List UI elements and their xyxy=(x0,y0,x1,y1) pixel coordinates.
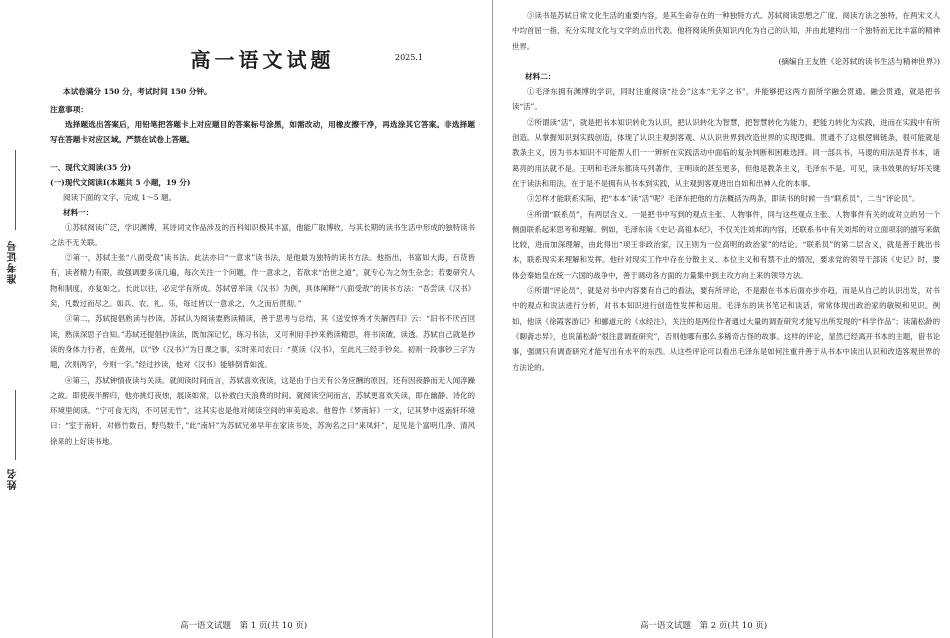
notice-text: 选择题选出答案后，用铅笔把答题卡上对应题目的答案标号涂黑，如需改动，用橡皮擦干净，再选涂其它答案。非选择题写在答题卡对应区域。严禁在试卷上答题。 xyxy=(50,120,475,145)
material-2-paragraph-2: ②所谓读“活”，就是把书本知识转化为认识，把认识转化为智慧，把智慧转化为能力，把能力转化为实践，进而在实践中有所创造。从掌握知识到实践创造，体现了认识主观到客观、从认识世界到改造世界的实现逻辑。贯通不了这根逻辑链条，很可能就是教条主义，因为书本知识不可能帮人们一一辨析在实践活动中面临的复杂判断和困难选择。同一部兵书，马谡的用法是背书本，诸葛亮的用法就不是。王明和毛泽东都读马列著作，王明读的甚至更多，但他是教条主义，毛泽东不是。可见，读书效果的好坏关键在于读法和用法，在于是不是拥有从书本到实践，从主观到客观进出自如和出神入化的本事。 xyxy=(512,117,940,188)
exam-date: 2025.1 xyxy=(395,53,423,62)
material-1-source: (摘编自王友胜《论苏轼的读书生活与精神世界》) xyxy=(778,56,940,66)
section-1-heading: 一、现代文阅读(35 分) xyxy=(50,162,132,172)
page-divider xyxy=(492,0,493,638)
material-2-paragraph-3: ③怎样才能联系实际，把“本本”读“活”呢？毛泽东把他的方法概括为两条，即读书的时候一当“联系员”，二当“评论员”。 xyxy=(527,194,920,204)
page-1 xyxy=(50,8,475,449)
section-1-subheading: (一)现代文阅读Ⅰ(本题共 5 小题，19 分) xyxy=(50,177,191,187)
material-2-label: 材料二： xyxy=(525,72,556,82)
candidate-id-label: 准考证号 xyxy=(8,240,19,284)
exam-title-row xyxy=(50,44,475,70)
binding-margin xyxy=(0,0,34,638)
material-1-label: 材料一： xyxy=(63,207,94,217)
exam-intro: 本试卷满分 150 分，考试时间 150 分钟。 xyxy=(63,87,212,96)
paragraph-3: ③第二，苏轼提倡熟读与抄读。苏轼认为阅读要熟读精读，善于思考与总结，其《送安惇秀才失解西归》云：“旧书不厌百回读，熟读深思子自知。”苏轼还提倡抄读法，既加深记忆，练习书法，又可利用手抄来熟读精思，将书读破、读透。苏轼自己就是抄读的身体力行者，在黄州，以“钞《汉书》”为日课之事，实时来司农曰：“莫读《汉书》，至此凡三经手钞矣。初则一段事钞三字为题，次则两字，今则一字。”经过抄读，他对《汉书》能够倒背如流。 xyxy=(50,314,475,370)
paragraph-4: ④第三，苏轼钟情夜读与关读。就阅读时间而言，苏轼喜欢夜读，这是由于白天有公务应酬的原因，还有因夜静而无人闻淳躁之故。即使夜半醉归，他亦挑灯夜烛，展读如常，以补救白天浪费的时间。就阅读空间而言，苏轼更喜欢关读，即在幽静、诗化的环境里阅读。“宁可食无肉，不可居无竹”，这其实也是他对阅读空间的审美追求。他曾作《梦南轩》一文，记其梦中返南轩环境曰：“室于南轩，对修竹数百，野鸟数千，”此“南轩”为苏轼兄弟早年在家读书处，苏洵名之曰“来凤轩”，足见是个富明几净、清风徐来的上好读书地。 xyxy=(50,375,475,446)
name-label: 姓名 xyxy=(8,468,19,490)
material-2-paragraph-5: ⑤所谓“评论员”，就是对书中内容要有自己的看法，要有所评论，不是跟在书本后面亦步亦趋，而是从自己的认识出发，对书中的观点和说法进行分析，对书本知识进行创造性发挥和运用。毛泽东的读书笔记和谈话，常常体现出政治家的敏锐和见识。例如，他读《徐霞客游记》和郦道元的《水经注》，关注的是两位作者通过大量的调查研究才能写出所发现的“科学作品”；读蒲松龄的《聊斋志异》，也说蒲松龄“很注意调查研究”，否则他哪有那么多稀奇古怪的故事。这样的评论，显然已经离开书本的主题，借书论事，强调只有调查研究才能写出有水平的东西。从这些评论可以看出毛泽东是如何注重并善于从书本中读出认识和改造客观世界的方法论的。 xyxy=(512,286,940,372)
notice-title: 注意事项： xyxy=(50,105,88,114)
reading-instruction: 阅读下面的文字，完成 1～5 题。 xyxy=(63,192,177,202)
exam-title: 高一语文试题 xyxy=(190,48,335,72)
name-line xyxy=(15,390,16,460)
paragraph-5: ⑤读书是苏轼日常文化生活的重要内容，是其生命存在的一种独特方式。苏轼阅读思想之广度、阅读方法之独特，在两宋文人中均首屈一指，充分实现文化与文学的点出代表。他将阅读所获知识内化为自己的认知，并由此建构出一个独特而无比丰富的精神世界。 xyxy=(512,11,940,51)
page-1-footer: 高一语文试题 第 1 页(共 10 页) xyxy=(180,621,308,631)
paragraph-1: ①苏轼阅读广泛，学识渊博，其诗词文作品涉及的百科知识极其丰富，他能广取博收，与其长期的读书生活中形成的独特读书之法不无关联。 xyxy=(50,222,475,247)
page-2-footer: 高一语文试题 第 2 页(共 10 页) xyxy=(640,621,768,631)
material-2-paragraph-4: ④所谓“联系员”，有两层含义。一是把书中写到的观点主张、人物事件，同与这些观点主张、人物事件有关的或对立的另一个侧面联系起来思考和理解。例如，毛泽东读《史记·高祖本纪》，不仅关注刘邦的内容，还联系书中有关刘邦的对立面项羽的描写来做比较，进而加深理解，由此得出“项王非政治家，汉王则为一位高明的政治家”的结论。“联系员”的第二层含义，就是善于跳出书本，联系现实来理解和发挥。他针对现实工作中存在分散主义、本位主义和有禁不止的情况，要求党的领导干部读《史记》时，要体会秦始皇在统一六国的战争中，善于调动各方面的力量集中到主攻方向上来的领导方法。 xyxy=(512,209,940,280)
material-2-paragraph-1: ①毛泽东拥有渊博的学识，同时注重阅读“社会”这本“无字之书”，并能够把这两方面所学融会贯通。融会贯通，就是把书读“活”。 xyxy=(512,87,940,112)
candidate-id-line xyxy=(15,150,16,230)
page-2 xyxy=(512,8,940,375)
paragraph-2: ②第一，苏轼主张“八面受敌”读书法。此法亦曰“一意求”读书法，是他最为独特的读书方法。他指出，书富如大海，百货皆有，读者精力有限，故强调要多读几遍，每次关注一个问题，作一意求之，若欲求“治世之道”，就专心为之勿生杂念；若要研究人物和制度，亦复如之。长此以往，必定学有所成。苏轼曾举读《汉书》为例，具体阐释“八面受敌”的读书方法：“吾尝读《汉书》矣，凡数过而尽之。如兵、农、礼、乐，每过皆以一意求之，久之而后贯彻。” xyxy=(50,253,475,309)
